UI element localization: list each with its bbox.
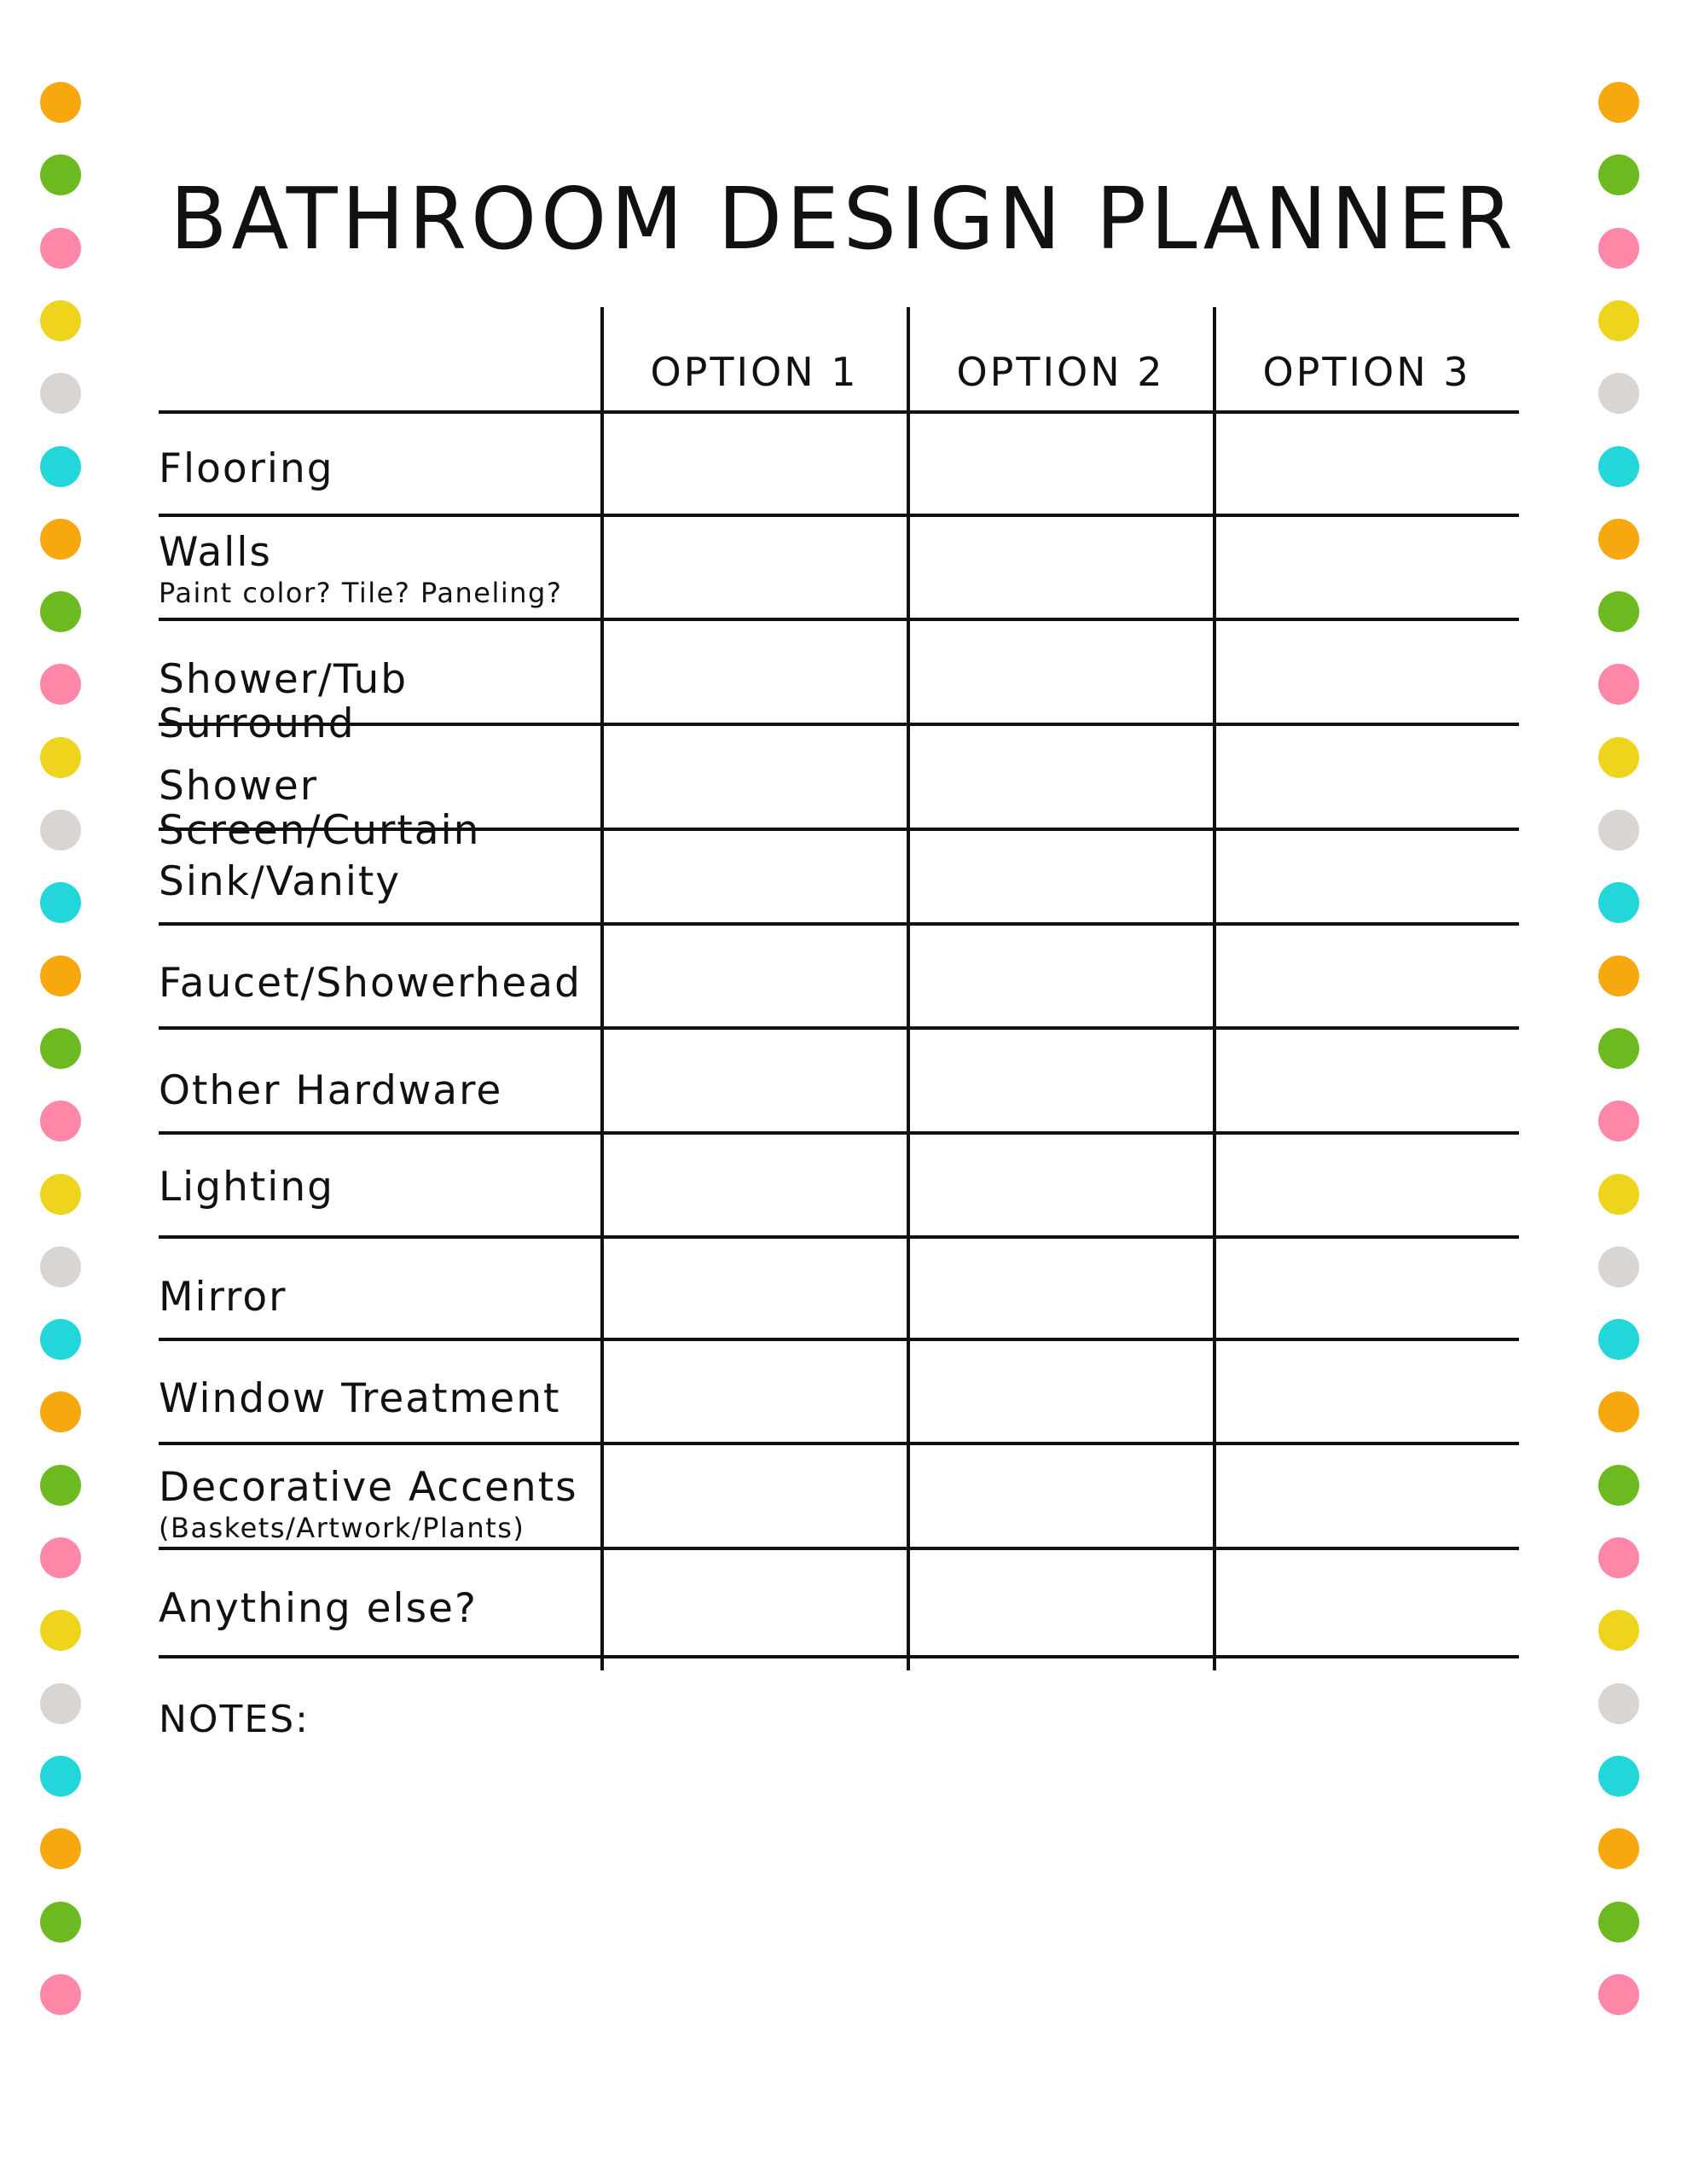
column-divider-2 xyxy=(907,307,910,1670)
decorative-dot xyxy=(40,1391,81,1432)
row-label-other-hardware: Other Hardware xyxy=(159,1067,503,1114)
planner-table xyxy=(159,307,1519,1672)
decorative-dot xyxy=(40,1537,81,1578)
decorative-dot xyxy=(40,1902,81,1943)
decorative-dot xyxy=(40,956,81,996)
decorative-dot xyxy=(1598,373,1639,414)
decorative-dot xyxy=(1598,1537,1639,1578)
row-label-flooring: Flooring xyxy=(159,445,334,492)
right-dot-border xyxy=(1598,0,1639,2184)
decorative-dot xyxy=(1598,956,1639,996)
decorative-dot xyxy=(1598,882,1639,923)
decorative-dot xyxy=(40,591,81,632)
decorative-dot xyxy=(1598,1756,1639,1797)
row-label-walls: Walls Paint color? Tile? Paneling? xyxy=(159,531,602,608)
decorative-dot xyxy=(1598,1465,1639,1506)
decorative-dot xyxy=(1598,82,1639,123)
decorative-dot xyxy=(1598,519,1639,560)
decorative-dot xyxy=(40,519,81,560)
row-divider xyxy=(159,1442,1519,1445)
row-sublabel-decorative-accents: (Baskets/Artwork/Plants) xyxy=(159,1511,525,1544)
decorative-dot xyxy=(1598,300,1639,341)
decorative-dot xyxy=(40,1683,81,1724)
decorative-dot xyxy=(40,664,81,705)
row-divider xyxy=(159,1547,1519,1550)
decorative-dot xyxy=(40,1974,81,2015)
decorative-dot xyxy=(40,446,81,487)
decorative-dot xyxy=(40,1465,81,1506)
decorative-dot xyxy=(40,1246,81,1287)
decorative-dot xyxy=(40,1174,81,1215)
row-divider xyxy=(159,1235,1519,1239)
decorative-dot xyxy=(40,82,81,123)
row-divider xyxy=(159,922,1519,926)
decorative-dot xyxy=(40,373,81,414)
decorative-dot xyxy=(40,882,81,923)
left-dot-border xyxy=(40,0,81,2184)
decorative-dot xyxy=(40,1101,81,1141)
row-label-mirror: Mirror xyxy=(159,1274,287,1321)
row-divider xyxy=(159,410,1519,414)
decorative-dot xyxy=(1598,591,1639,632)
decorative-dot xyxy=(1598,737,1639,778)
row-label-shower-screen-curtain: Shower Screen/Curtain xyxy=(159,763,481,854)
decorative-dot xyxy=(1598,1028,1639,1069)
row-divider xyxy=(159,1131,1519,1135)
decorative-dot xyxy=(40,810,81,851)
decorative-dot xyxy=(40,1756,81,1797)
decorative-dot xyxy=(1598,1246,1639,1287)
row-sublabel-walls: Paint color? Tile? Paneling? xyxy=(159,576,563,609)
decorative-dot xyxy=(1598,446,1639,487)
decorative-dot xyxy=(40,1319,81,1360)
column-header-option-3: OPTION 3 xyxy=(1262,349,1471,395)
row-divider xyxy=(159,1026,1519,1030)
decorative-dot xyxy=(1598,664,1639,705)
decorative-dot xyxy=(1598,1174,1639,1215)
decorative-dot xyxy=(40,300,81,341)
row-label-shower-tub-surround: Shower/Tub Surround xyxy=(159,656,409,747)
row-label-sink-vanity: Sink/Vanity xyxy=(159,858,402,905)
row-label-anything-else: Anything else? xyxy=(159,1585,478,1632)
page-title: BATHROOM DESIGN PLANNER xyxy=(170,169,1517,269)
row-divider xyxy=(159,1655,1519,1658)
row-label-faucet-showerhead: Faucet/Showerhead xyxy=(159,960,582,1007)
decorative-dot xyxy=(40,1610,81,1651)
decorative-dot xyxy=(40,1828,81,1869)
row-label-decorative-accents: Decorative Accents (Baskets/Artwork/Plants) xyxy=(159,1466,602,1543)
decorative-dot xyxy=(40,1028,81,1069)
decorative-dot xyxy=(1598,1391,1639,1432)
row-divider xyxy=(159,1338,1519,1341)
column-header-option-1: OPTION 1 xyxy=(650,349,859,395)
decorative-dot xyxy=(1598,1683,1639,1724)
decorative-dot xyxy=(1598,1610,1639,1651)
decorative-dot xyxy=(1598,1101,1639,1141)
column-divider-3 xyxy=(1213,307,1216,1670)
decorative-dot xyxy=(1598,1974,1639,2015)
decorative-dot xyxy=(1598,810,1639,851)
decorative-dot xyxy=(1598,1828,1639,1869)
decorative-dot xyxy=(1598,1319,1639,1360)
column-header-option-2: OPTION 2 xyxy=(956,349,1165,395)
decorative-dot xyxy=(1598,1902,1639,1943)
notes-label: NOTES: xyxy=(159,1698,310,1741)
decorative-dot xyxy=(40,737,81,778)
row-label-lighting: Lighting xyxy=(159,1164,334,1211)
row-divider xyxy=(159,514,1519,517)
row-label-window-treatment: Window Treatment xyxy=(159,1375,561,1422)
row-divider xyxy=(159,618,1519,621)
